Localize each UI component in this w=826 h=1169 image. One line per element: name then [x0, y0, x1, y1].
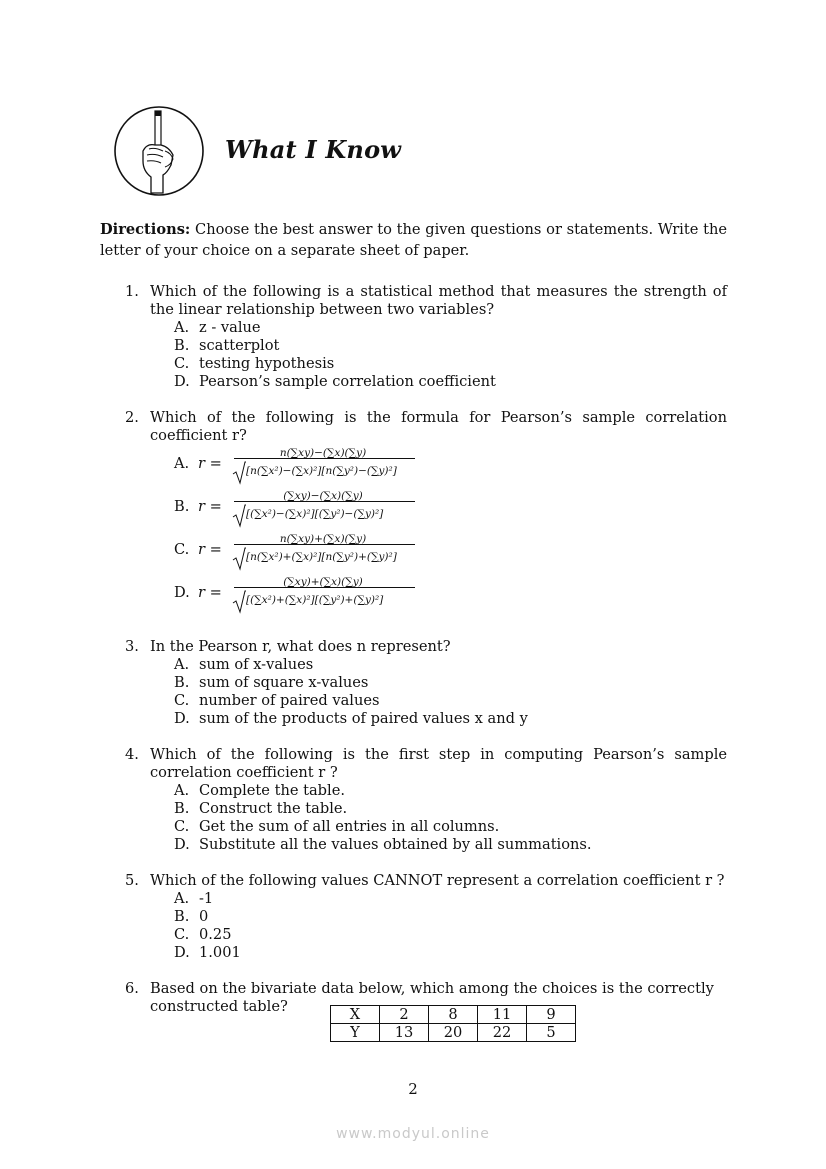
- formula-options: [125, 444, 727, 616]
- option-letter: B.: [174, 800, 190, 817]
- option-a: [174, 444, 727, 487]
- option-c: [174, 926, 727, 944]
- question-5: [125, 872, 727, 962]
- table-cell: 11: [478, 1006, 527, 1024]
- formula-lhs: r =: [198, 455, 222, 472]
- question-number: 6.: [125, 980, 139, 997]
- option-letter: A.: [174, 782, 190, 799]
- option-text: number of paired values: [199, 692, 380, 709]
- question-stem: Based on the bivariate data below, which among the choices is the correctly constructed table?: [150, 980, 714, 1015]
- directions-paragraph: [100, 219, 727, 261]
- question-number: 2.: [125, 409, 139, 426]
- option-c: [174, 818, 727, 836]
- option-text: -1: [199, 890, 214, 907]
- formula-denominator: [n(∑x²)+(∑x)²][n(∑y²)+(∑y)²]: [246, 551, 397, 563]
- option-letter: D.: [174, 710, 190, 727]
- question-stem: Which of the following is a statistical method that measures the strength of the linear relationship between two variables?: [150, 283, 727, 318]
- option-b: [174, 487, 727, 530]
- option-a: [174, 319, 727, 337]
- sqrt-icon: [232, 461, 246, 485]
- table-cell: X: [331, 1006, 380, 1024]
- table-cell: 2: [380, 1006, 429, 1024]
- option-b: [174, 337, 727, 355]
- option-a: [174, 782, 727, 800]
- option-letter: D.: [174, 836, 190, 853]
- bivariate-data-table: [330, 1005, 576, 1042]
- table-cell: 20: [429, 1024, 478, 1042]
- option-text: Get the sum of all entries in all columns.: [199, 818, 500, 835]
- directions-text: Choose the best answer to the given questions or statements. Write the letter of your choice on a separate sheet of paper.: [100, 221, 727, 259]
- option-a: [174, 656, 727, 674]
- option-text: sum of x-values: [199, 656, 314, 673]
- formula-fraction: [232, 573, 592, 615]
- option-letter: D.: [174, 584, 190, 601]
- table-cell: 5: [527, 1024, 576, 1042]
- option-b: [174, 800, 727, 818]
- page-number: 2: [408, 1080, 418, 1098]
- table-cell: 9: [527, 1006, 576, 1024]
- option-c: [174, 530, 727, 573]
- option-letter: D.: [174, 944, 190, 961]
- option-text: 0: [199, 908, 209, 925]
- table-cell: Y: [331, 1024, 380, 1042]
- question-3: [125, 638, 727, 728]
- question-stem: Which of the following values CANNOT represent a correlation coefficient r ?: [150, 872, 725, 889]
- option-letter: C.: [174, 818, 190, 835]
- table-row: [331, 1006, 576, 1024]
- table-cell: 8: [429, 1006, 478, 1024]
- formula-numerator: (∑xy)−(∑x)(∑y): [283, 490, 363, 502]
- question-stem: In the Pearson r, what does n represent?: [150, 638, 451, 655]
- option-d: [174, 573, 727, 616]
- sqrt-icon: [232, 547, 246, 571]
- option-letter: A.: [174, 455, 190, 472]
- formula-lhs: r =: [198, 498, 222, 515]
- directions-label: Directions:: [100, 221, 191, 238]
- option-text: Construct the table.: [199, 800, 348, 817]
- option-letter: D.: [174, 373, 190, 390]
- option-letter: C.: [174, 355, 190, 372]
- option-text: Substitute all the values obtained by all summations.: [199, 836, 592, 853]
- table-cell: 22: [478, 1024, 527, 1042]
- option-letter: A.: [174, 656, 190, 673]
- option-text: Complete the table.: [199, 782, 345, 799]
- formula-denominator: [(∑x²)+(∑x)²][(∑y²)+(∑y)²]: [246, 594, 384, 606]
- formula-numerator: n(∑xy)−(∑x)(∑y): [279, 447, 367, 459]
- option-letter: B.: [174, 908, 190, 925]
- formula-denominator: [n(∑x²)−(∑x)²][n(∑y²)−(∑y)²]: [246, 465, 397, 477]
- formula-lhs: r =: [198, 541, 222, 558]
- formula-fraction: [232, 530, 592, 572]
- formula-fraction: [232, 487, 592, 529]
- formula-numerator: (∑xy)+(∑x)(∑y): [283, 576, 363, 588]
- option-b: [174, 674, 727, 692]
- option-text: sum of square x-values: [199, 674, 369, 691]
- section-title: What I Know: [225, 135, 402, 164]
- option-letter: B.: [174, 674, 190, 691]
- formula-fraction: [232, 444, 592, 486]
- option-letter: C.: [174, 692, 190, 709]
- option-b: [174, 908, 727, 926]
- option-text: scatterplot: [199, 337, 280, 354]
- table-cell: 13: [380, 1024, 429, 1042]
- formula-lhs: r =: [198, 584, 222, 601]
- question-number: 3.: [125, 638, 139, 655]
- option-text: sum of the products of paired values x and y: [199, 710, 528, 727]
- option-d: [174, 944, 727, 962]
- option-text: testing hypothesis: [199, 355, 335, 372]
- option-d: [174, 373, 727, 391]
- question-2: [125, 409, 727, 445]
- option-text: 1.001: [199, 944, 241, 961]
- question-1: [125, 283, 727, 391]
- option-c: [174, 692, 727, 710]
- table-row: [331, 1024, 576, 1042]
- question-number: 1.: [125, 283, 139, 300]
- option-letter: B.: [174, 337, 190, 354]
- sqrt-icon: [232, 590, 246, 614]
- option-letter: A.: [174, 319, 190, 336]
- hand-pencil-icon: [113, 105, 205, 197]
- question-4: [125, 746, 727, 854]
- watermark: www.modyul.online: [336, 1126, 490, 1142]
- option-letter: B.: [174, 498, 190, 515]
- option-a: [174, 890, 727, 908]
- sqrt-icon: [232, 504, 246, 528]
- option-c: [174, 355, 727, 373]
- option-text: Pearson’s sample correlation coefficient: [199, 373, 496, 390]
- option-d: [174, 710, 727, 728]
- option-text: z - value: [199, 319, 261, 336]
- option-letter: C.: [174, 541, 190, 558]
- formula-denominator: [(∑x²)−(∑x)²][(∑y²)−(∑y)²]: [246, 508, 384, 520]
- question-stem: Which of the following is the formula for Pearson’s sample correlation coefficient r?: [150, 409, 727, 444]
- question-number: 5.: [125, 872, 139, 889]
- formula-numerator: n(∑xy)+(∑x)(∑y): [279, 533, 367, 545]
- option-letter: C.: [174, 926, 190, 943]
- question-number: 4.: [125, 746, 139, 763]
- question-stem: Which of the following is the first step in computing Pearson’s sample correlation coefficient r ?: [150, 746, 727, 781]
- option-d: [174, 836, 727, 854]
- option-text: 0.25: [199, 926, 232, 943]
- option-letter: A.: [174, 890, 190, 907]
